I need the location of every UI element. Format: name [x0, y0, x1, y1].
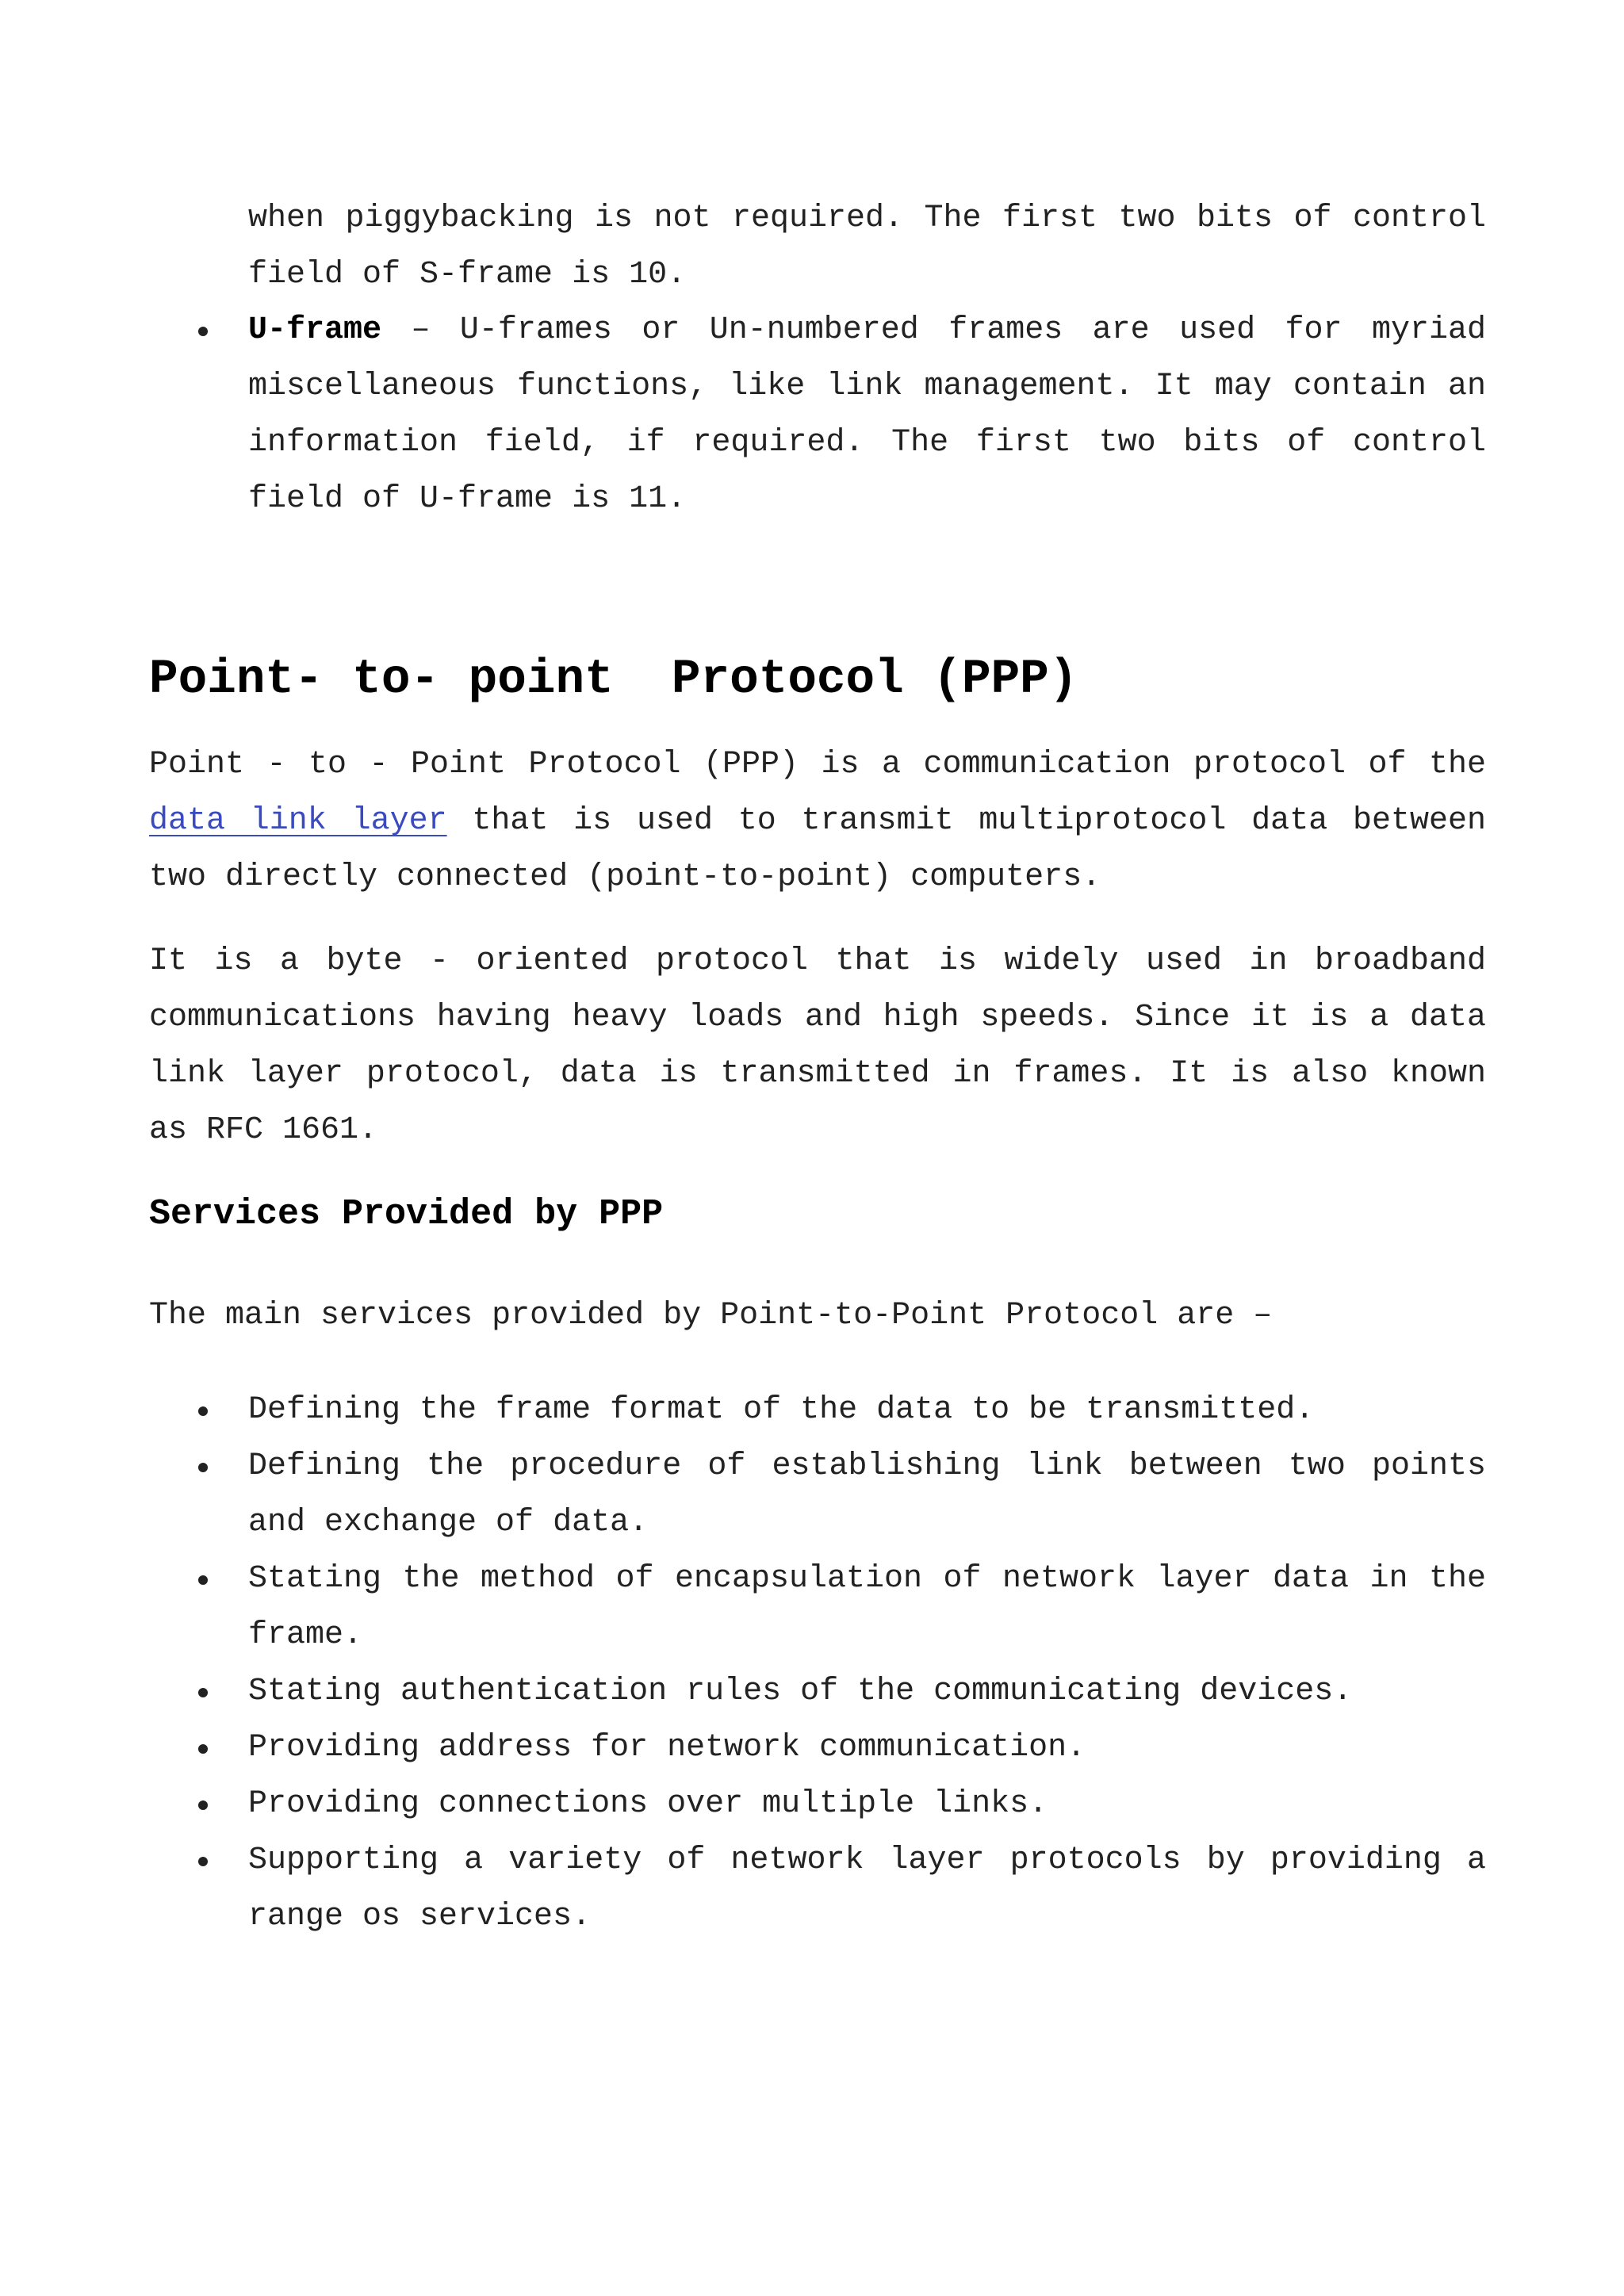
uframe-term: U-frame [248, 312, 382, 348]
intro-text-before-link: Point - to - Point Protocol (PPP) is a communication protocol of the [149, 747, 1486, 783]
bullet-icon [198, 1688, 208, 1697]
services-list [149, 1382, 1486, 1945]
list-item-service [149, 1776, 1486, 1832]
list-item-service [149, 1551, 1486, 1663]
service-text: Supporting a variety of network layer protocols by providing a range os services. [248, 1843, 1486, 1934]
list-item-uframe [149, 302, 1486, 527]
bullet-icon [198, 1744, 208, 1754]
bullet-icon [198, 327, 208, 336]
sframe-continuation-text: when piggybacking is not required. The first two bits of control field of S-frame is 10. [248, 201, 1486, 293]
bullet-icon [198, 1800, 208, 1810]
service-text: Providing connections over multiple links. [248, 1786, 1048, 1822]
uframe-description: – U-frames or Un-numbered frames are used for myriad miscellaneous functions, like link management. It may contain an information field, if required. The first two bits of control field of U-frame is 11. [248, 312, 1486, 517]
list-item-service [149, 1663, 1486, 1720]
service-text: Defining the procedure of establishing link between two points and exchange of data. [248, 1448, 1486, 1540]
list-item-service [149, 1382, 1486, 1438]
intro-text-after-link: that is used to transmit multiprotocol data between two directly connected (point-to-point) computers. [149, 803, 1486, 895]
service-text: Providing address for network communication. [248, 1730, 1086, 1766]
service-text: Stating authentication rules of the communicating devices. [248, 1674, 1353, 1709]
service-text: Stating the method of encapsulation of network layer data in the frame. [248, 1561, 1486, 1653]
service-text: Defining the frame format of the data to be transmitted. [248, 1392, 1315, 1428]
ppp-heading: Point- to- point Protocol (PPP) [149, 652, 1078, 707]
bullet-icon [198, 1575, 208, 1585]
list-item-service [149, 1438, 1486, 1551]
frame-type-list [149, 302, 1486, 527]
bullet-icon [198, 1857, 208, 1866]
bullet-icon [198, 1406, 208, 1416]
services-intro-text: The main services provided by Point-to-Point Protocol are – [149, 1298, 1273, 1334]
list-item-service [149, 1720, 1486, 1776]
list-item-service [149, 1832, 1486, 1945]
services-heading: Services Provided by PPP [149, 1194, 664, 1234]
bullet-icon [198, 1463, 208, 1472]
ppp-intro-paragraph [149, 737, 1486, 905]
data-link-layer-link[interactable]: data link layer [149, 803, 447, 839]
ppp-byte-oriented-paragraph: It is a byte - oriented protocol that is widely used in broadband communications having heavy loads and high speeds. Since it is a data link layer protocol, data is transmitted in frames. It is also known as RFC 1661. [149, 943, 1486, 1148]
